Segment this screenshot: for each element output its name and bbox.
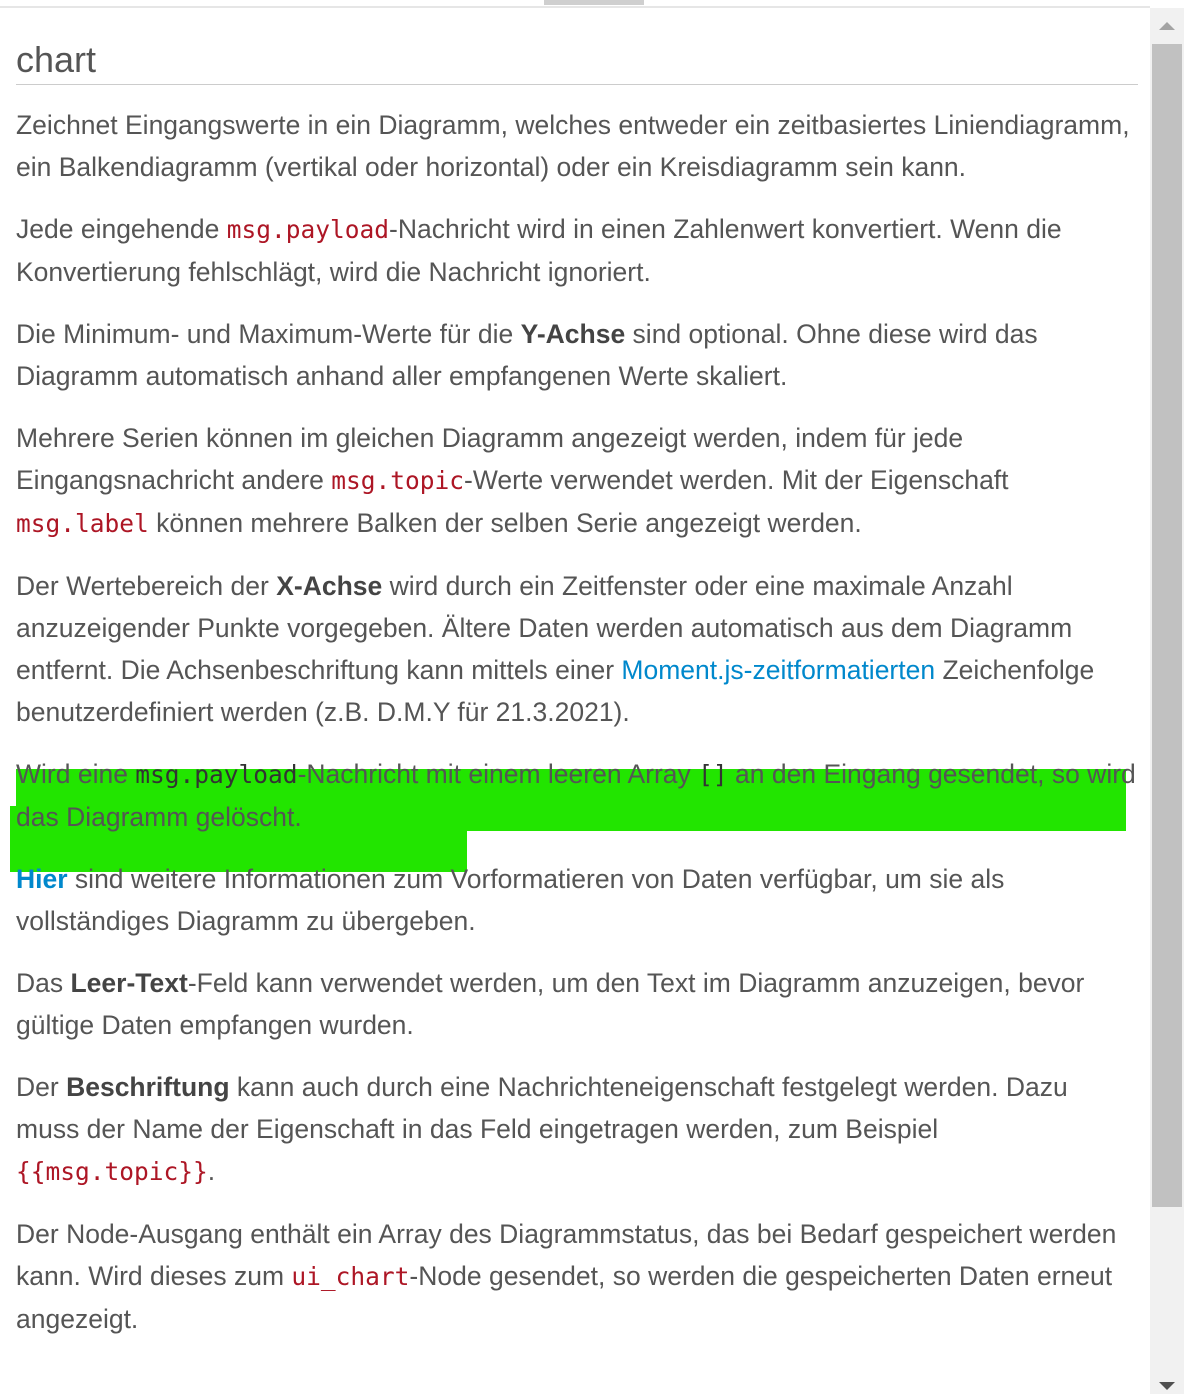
paragraph-text: Das (16, 968, 71, 998)
scroll-up-arrow-icon[interactable] (1159, 22, 1175, 30)
paragraph-text: -Werte verwendet werden. Mit der Eigenschaft (464, 465, 1009, 495)
paragraph-text: -Nachricht wird in einen Zahlenwert konvertiert. Wenn die Konvertierung fehlschlägt, wird die Nachricht ignoriert. (16, 214, 1062, 287)
paragraph-text: sind optional. Ohne diese wird das Diagramm automatisch anhand aller empfangenen Werte skaliert. (16, 319, 1038, 391)
paragraph-clear (16, 753, 1138, 838)
bold-y-axis: Y-Achse (520, 319, 626, 349)
paragraph-x-axis (16, 565, 1138, 733)
paragraph-text: Die Minimum- und Maximum-Werte für die (16, 319, 521, 349)
paragraph-text: sind weitere Informationen zum Vorformatieren von Daten verfügbar, um sie als vollständiges Diagramm zu übergeben. (16, 864, 1005, 936)
code-msg-payload: msg.payload (226, 215, 389, 244)
paragraph-text: Jede eingehende (16, 214, 227, 244)
paragraph-text: kann auch durch eine Nachrichteneigenschaft festgelegt werden. Dazu muss der Name der Eigenschaft in das Feld eingetragen werden, zum Beispiel (16, 1072, 1068, 1144)
code-ui-chart: ui_chart (291, 1262, 410, 1291)
paragraph-empty-text (16, 962, 1138, 1046)
paragraph-text: können mehrere Balken der selben Serie angezeigt werden. (148, 508, 862, 538)
code-empty-array: [] (698, 760, 728, 789)
paragraph-text: Der Node-Ausgang enthält ein Array des Diagrammstatus, das bei Bedarf gespeichert werden kann. Wird dieses zum (16, 1219, 1117, 1291)
link-hier[interactable]: Hier (16, 864, 68, 894)
paragraph-text: wird durch ein Zeitfenster oder eine maximale Anzahl anzuzeigender Punkte vorgegeben. Ältere Daten werden automatisch aus dem Diagramm entfernt. Die Achsenbeschriftung kann mittels einer (16, 571, 1073, 685)
paragraph-payload (16, 208, 1138, 293)
paragraph-series (16, 417, 1138, 545)
scroll-down-arrow-icon[interactable] (1159, 1382, 1175, 1390)
paragraph-text: -Feld kann verwendet werden, um den Text im Diagramm anzuzeigen, bevor gültige Daten empfangen wurden. (16, 968, 1085, 1040)
paragraph-label (16, 1066, 1138, 1193)
paragraph-more-info (16, 858, 1138, 942)
paragraph-output (16, 1213, 1138, 1340)
bold-beschriftung: Beschriftung (66, 1072, 230, 1102)
paragraph-text: -Nachricht mit einem leeren Array (297, 759, 699, 789)
paragraph-text: Wird eine (16, 759, 136, 789)
bold-x-axis: X-Achse (276, 571, 383, 601)
paragraph-text: . (207, 1156, 216, 1186)
link-moment-js[interactable]: Moment.js-zeitformatierten (621, 655, 936, 685)
bold-leer-text: Leer-Text (70, 968, 188, 998)
paragraph-text: Zeichenfolge benutzerdefiniert werden (z.B. D.M.Y für 21.3.2021). (16, 655, 1095, 727)
code-msg-payload: msg.payload (135, 760, 298, 789)
paragraph-text: Mehrere Serien können im gleichen Diagramm angezeigt werden, indem für jede Eingangsnachricht andere (16, 423, 964, 495)
paragraph-description (16, 104, 1138, 188)
paragraph-text: an den Eingang gesendet, so wird das Diagramm gelöscht. (16, 759, 1136, 832)
paragraph-y-axis (16, 313, 1138, 397)
paragraph-text: Der Wertebereich der (16, 571, 277, 601)
code-msg-label: msg.label (16, 509, 149, 538)
paragraph-text: Zeichnet Eingangswerte in ein Diagramm, welches entweder ein zeitbasiertes Liniendiagramm, ein Balkendiagramm (vertikal oder horizontal) oder ein Kreisdiagramm sein kann. (16, 110, 1130, 182)
scrollbar-thumb[interactable] (1152, 44, 1182, 1207)
help-content (16, 38, 1138, 1394)
paragraph-text: -Node gesendet, so werden die gespeicherten Daten erneut angezeigt. (16, 1261, 1113, 1334)
code-msg-topic: msg.topic (331, 466, 465, 495)
code-msg-topic-template: {{msg.topic}} (16, 1157, 208, 1186)
resize-handle[interactable] (544, 0, 644, 5)
page-title: chart (16, 38, 1138, 85)
paragraph-text: Der (16, 1072, 67, 1102)
